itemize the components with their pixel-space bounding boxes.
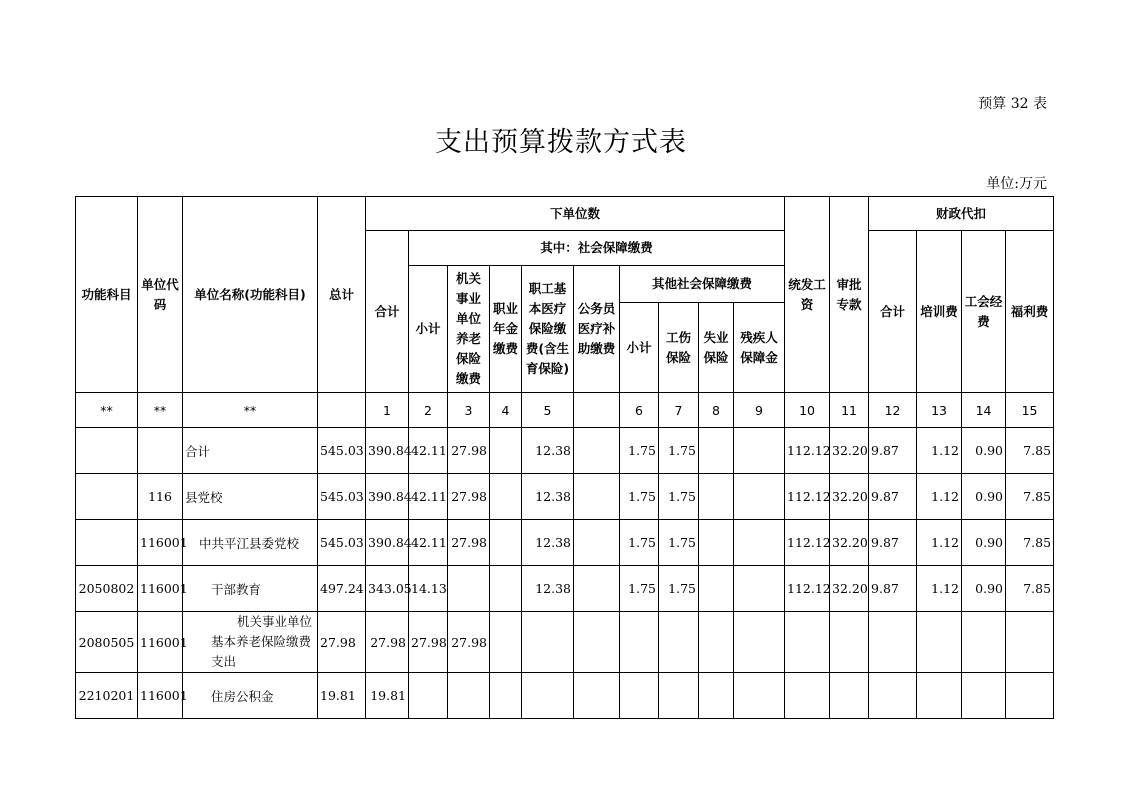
ss-subtotal-cell [409,673,448,719]
column-index-cell: 11 [830,393,869,428]
col-civil-servant-medical: 公务员医疗补助缴费 [574,266,620,393]
salary-cell: 112.12 [785,566,830,612]
special-cell: 32.20 [830,428,869,474]
annuity-cell [490,520,522,566]
union-cell [962,612,1006,673]
fw-total-cell: 9.87 [869,566,917,612]
fw-total-cell: 9.87 [869,428,917,474]
col-unemployment-insurance: 失业保险 [699,303,734,393]
table-row [76,520,1054,566]
training-cell [917,673,962,719]
table-body [76,393,1054,719]
sum-cell: 19.81 [366,673,409,719]
total-cell: 19.81 [318,673,366,719]
column-index-cell: 15 [1006,393,1054,428]
col-ss-subtotal: 小计 [409,266,448,393]
column-index-cell: ** [183,393,318,428]
salary-cell [785,612,830,673]
medical-cell: 12.38 [522,428,574,474]
fw-total-cell: 9.87 [869,520,917,566]
ss-subtotal-cell: 42.11 [409,520,448,566]
annuity-cell [490,474,522,520]
col-disability-fund: 残疾人保障金 [734,303,785,393]
pension-cell: 27.98 [448,612,490,673]
disability-cell [734,612,785,673]
special-cell [830,612,869,673]
table-number: 预算 32 表 [978,96,1047,112]
welfare-cell: 7.85 [1006,428,1054,474]
fw-total-cell: 9.87 [869,474,917,520]
column-index-cell: 8 [699,393,734,428]
special-cell: 32.20 [830,520,869,566]
sum-cell: 390.84 [366,428,409,474]
table-row [76,612,1054,673]
column-index-cell: 6 [620,393,659,428]
col-org-pension: 机关事业单位养老保险缴费 [448,266,490,393]
welfare-cell [1006,673,1054,719]
injury-cell: 1.75 [659,474,699,520]
total-cell: 545.03 [318,428,366,474]
training-cell: 1.12 [917,428,962,474]
civil-medical-cell [574,474,620,520]
sum-cell: 390.84 [366,520,409,566]
col-welfare-fee: 福利费 [1006,231,1054,393]
medical-cell [522,673,574,719]
medical-cell: 12.38 [522,520,574,566]
column-index-row [76,393,1054,428]
unit-name-cell: 干部教育 [183,566,318,612]
table-row [76,428,1054,474]
pension-cell: 27.98 [448,520,490,566]
disability-cell [734,566,785,612]
page-title: 支出预算拨款方式表 [435,127,687,158]
unemployment-cell [699,428,734,474]
unit-name-cell: 住房公积金 [183,673,318,719]
column-index-cell: 5 [522,393,574,428]
civil-medical-cell [574,428,620,474]
unemployment-cell [699,673,734,719]
injury-cell: 1.75 [659,566,699,612]
func-subject-cell [76,474,138,520]
total-cell: 27.98 [318,612,366,673]
table-row [76,474,1054,520]
ss-subtotal-cell: 42.11 [409,428,448,474]
unit-name-cell: 合计 [183,428,318,474]
col-other-ss: 其他社会保障缴费 [620,266,785,303]
unit-code-cell: 116001 [138,612,183,673]
fw-total-cell [869,673,917,719]
col-lower-unit-count: 下单位数 [366,197,785,231]
union-cell: 0.90 [962,520,1006,566]
total-cell: 545.03 [318,474,366,520]
training-cell [917,612,962,673]
union-cell: 0.90 [962,566,1006,612]
special-cell: 32.20 [830,474,869,520]
annuity-cell [490,428,522,474]
column-index-cell: 2 [409,393,448,428]
disability-cell [734,428,785,474]
special-cell: 32.20 [830,566,869,612]
disability-cell [734,673,785,719]
func-subject-cell [76,428,138,474]
training-cell: 1.12 [917,474,962,520]
unit-code-cell [138,428,183,474]
unit-name-cell: 县党校 [183,474,318,520]
injury-cell: 1.75 [659,520,699,566]
col-other-subtotal: 小计 [620,303,659,393]
total-cell: 545.03 [318,520,366,566]
welfare-cell: 7.85 [1006,474,1054,520]
unit-code-cell: 116001 [138,566,183,612]
pension-cell [448,566,490,612]
other-subtotal-cell [620,612,659,673]
unemployment-cell [699,566,734,612]
medical-cell: 12.38 [522,566,574,612]
col-func-subject: 功能科目 [76,197,138,393]
unemployment-cell [699,474,734,520]
union-cell [962,673,1006,719]
col-employee-medical: 职工基本医疗保险缴费(含生育保险) [522,266,574,393]
col-unified-salary: 统发工资 [785,197,830,393]
column-index-cell: ** [76,393,138,428]
welfare-cell: 7.85 [1006,520,1054,566]
union-cell: 0.90 [962,474,1006,520]
col-occupational-annuity: 职业年金缴费 [490,266,522,393]
col-approval-special: 审批专款 [830,197,869,393]
col-unit-code: 单位代码 [138,197,183,393]
sum-cell: 390.84 [366,474,409,520]
other-subtotal-cell: 1.75 [620,474,659,520]
unit-name-cell: 机关事业单位基本养老保险缴费支出 [183,612,318,673]
other-subtotal-cell: 1.75 [620,428,659,474]
ss-subtotal-cell: 27.98 [409,612,448,673]
column-index-cell [318,393,366,428]
civil-medical-cell [574,612,620,673]
unit-name-cell: 中共平江县委党校 [183,520,318,566]
other-subtotal-cell: 1.75 [620,566,659,612]
func-subject-cell: 2210201 [76,673,138,719]
column-index-cell: 3 [448,393,490,428]
column-index-cell: 13 [917,393,962,428]
budget-table [75,196,1054,719]
injury-cell [659,673,699,719]
column-index-cell: 4 [490,393,522,428]
training-cell: 1.12 [917,566,962,612]
training-cell: 1.12 [917,520,962,566]
union-cell: 0.90 [962,428,1006,474]
civil-medical-cell [574,673,620,719]
special-cell [830,673,869,719]
salary-cell [785,673,830,719]
column-index-cell: 14 [962,393,1006,428]
func-subject-cell: 2080505 [76,612,138,673]
unit-label: 单位:万元 [986,176,1047,192]
welfare-cell: 7.85 [1006,566,1054,612]
annuity-cell [490,673,522,719]
unit-code-cell: 116001 [138,520,183,566]
col-total: 总计 [318,197,366,393]
civil-medical-cell [574,566,620,612]
annuity-cell [490,566,522,612]
annuity-cell [490,612,522,673]
col-union-fee: 工会经费 [962,231,1006,393]
ss-subtotal-cell: 14.13 [409,566,448,612]
column-index-cell: 7 [659,393,699,428]
pension-cell: 27.98 [448,428,490,474]
salary-cell: 112.12 [785,474,830,520]
column-index-cell: 10 [785,393,830,428]
fw-total-cell [869,612,917,673]
unit-code-cell: 116001 [138,673,183,719]
injury-cell: 1.75 [659,428,699,474]
col-sum: 合计 [366,231,409,393]
disability-cell [734,520,785,566]
col-fiscal-withhold: 财政代扣 [869,197,1054,231]
table-row [76,566,1054,612]
unemployment-cell [699,612,734,673]
col-fw-total: 合计 [869,231,917,393]
col-unit-name: 单位名称(功能科目) [183,197,318,393]
ss-subtotal-cell: 42.11 [409,474,448,520]
other-subtotal-cell [620,673,659,719]
salary-cell: 112.12 [785,520,830,566]
injury-cell [659,612,699,673]
pension-cell: 27.98 [448,474,490,520]
col-training-fee: 培训费 [917,231,962,393]
column-index-cell: ** [138,393,183,428]
table-header [76,197,1054,393]
sum-cell: 343.05 [366,566,409,612]
unemployment-cell [699,520,734,566]
table-row [76,673,1054,719]
func-subject-cell: 2050802 [76,566,138,612]
civil-medical-cell [574,520,620,566]
total-cell: 497.24 [318,566,366,612]
unit-code-cell: 116 [138,474,183,520]
column-index-cell: 12 [869,393,917,428]
pension-cell [448,673,490,719]
func-subject-cell [76,520,138,566]
salary-cell: 112.12 [785,428,830,474]
col-injury-insurance: 工伤保险 [659,303,699,393]
column-index-cell [574,393,620,428]
disability-cell [734,474,785,520]
medical-cell [522,612,574,673]
column-index-cell: 1 [366,393,409,428]
sum-cell: 27.98 [366,612,409,673]
column-index-cell: 9 [734,393,785,428]
medical-cell: 12.38 [522,474,574,520]
col-social-security: 其中：社会保障缴费 [409,231,785,266]
other-subtotal-cell: 1.75 [620,520,659,566]
welfare-cell [1006,612,1054,673]
